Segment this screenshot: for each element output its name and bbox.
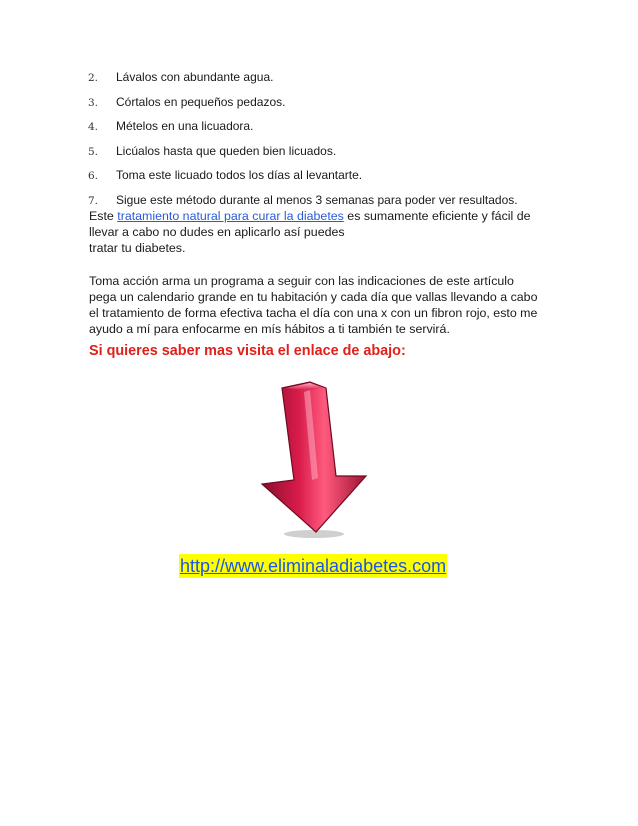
intro-paragraph [89,208,549,256]
list-number: 6. [88,170,99,182]
list-item [88,95,558,120]
list-number: 4. [88,121,99,133]
para1-line3: tratar tu diabetes. [89,241,186,255]
para2-line1: Toma acción arma un programa a seguir con las indicaciones de este artículo [89,274,514,288]
para1-prefix: Este [89,209,118,223]
action-paragraph [89,273,549,337]
list-text: Sigue este método durante al menos 3 semanas para poder ver resultados. [116,192,518,207]
site-link[interactable]: http://www.eliminaladiabetes.com [180,556,447,576]
list-text: Licúalos hasta que queden bien licuados. [116,143,337,158]
list-item [88,70,558,95]
para2-line4: ayudo a mí para enfocarme en mís hábitos a ti también te servirá. [89,322,450,336]
list-item [88,168,558,193]
list-text: Mételos en una licuadora. [116,119,254,133]
list-number: 3. [88,96,99,109]
para1-line1-rest: es sumamente eficiente y fácil de [343,209,531,223]
list-text: Córtalos en pequeños pedazos. [116,94,286,109]
list-text: Lávalos con abundante agua. [116,70,274,84]
list-number: 5. [88,145,99,158]
list-number: 2. [88,72,99,84]
para2-line2: pega un calendario grande en tu habitación y cada día que vallas llevando a cabo [89,290,538,304]
para2-line3: el tratamiento de forma efectiva tacha el día con una x con un fibron rojo, esto me [89,306,538,320]
list-text: Toma este licuado todos los días al levantarte. [116,168,363,182]
treatment-link[interactable]: tratamiento natural para curar la diabetes [117,209,344,223]
down-arrow-icon [248,380,378,540]
cta-heading: Si quieres saber mas visita el enlace de abajo: [89,343,406,359]
list-item [88,144,558,169]
list-number: 7. [88,194,99,207]
list-item [88,119,558,144]
steps-list [88,70,558,217]
para1-line2: llevar a cabo no dudes en aplicarlo así puedes [89,225,345,239]
